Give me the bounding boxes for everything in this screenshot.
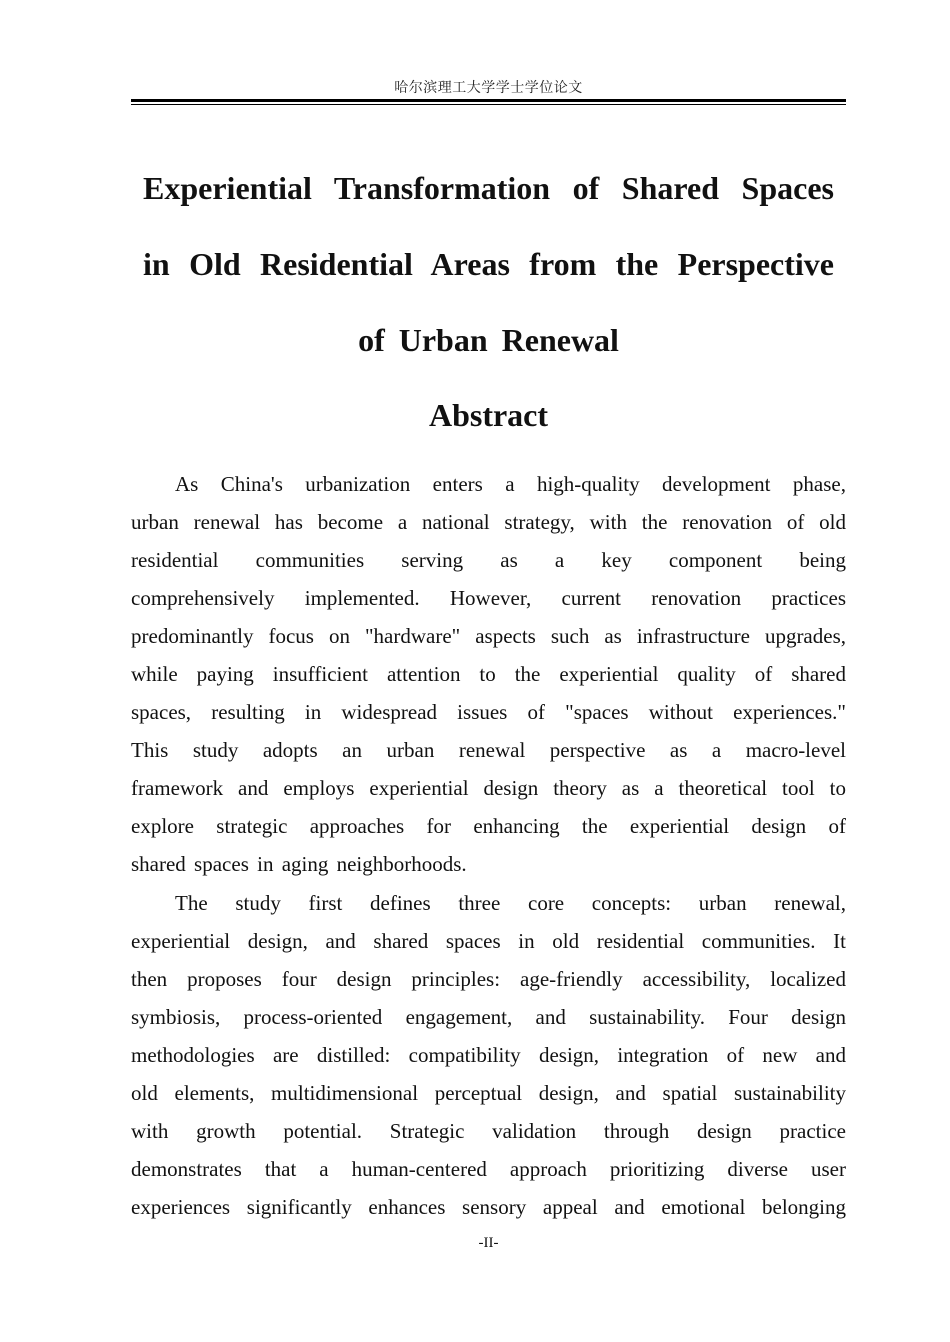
abstract-line: spaces, resulting in widespread issues of "spaces without experiences." bbox=[131, 700, 846, 725]
abstract-line: shared spaces in aging neighborhoods. bbox=[131, 852, 467, 877]
title-line: of Urban Renewal bbox=[358, 322, 619, 358]
abstract-line: experiential design, and shared spaces in old residential communities. It bbox=[131, 928, 846, 953]
abstract-line: experiences significantly enhances sensory appeal and emotional belonging bbox=[131, 1194, 846, 1219]
abstract-line: with growth potential. Strategic validation through design practice bbox=[131, 1118, 846, 1143]
abstract-line: residential communities serving as a key component being bbox=[131, 548, 846, 573]
abstract-line: urban renewal has become a national strategy, with the renovation of old bbox=[131, 510, 846, 535]
title-line: Experiential Transformation of Shared Spaces bbox=[143, 170, 834, 206]
abstract-body bbox=[131, 465, 846, 1226]
abstract-line: explore strategic approaches for enhancing the experiential design of bbox=[131, 814, 846, 839]
abstract-line: symbiosis, process-oriented engagement, and sustainability. Four design bbox=[131, 1004, 846, 1029]
abstract-line: predominantly focus on "hardware" aspects such as infrastructure upgrades, bbox=[131, 624, 846, 649]
abstract-line: methodologies are distilled: compatibility design, integration of new and bbox=[131, 1042, 846, 1067]
page-number: -II- bbox=[478, 1235, 499, 1251]
abstract-line: then proposes four design principles: age-friendly accessibility, localized bbox=[131, 966, 846, 991]
abstract-heading: Abstract bbox=[428, 397, 549, 433]
abstract-line: framework and employs experiential design theory as a theoretical tool to bbox=[131, 776, 846, 801]
abstract-line: old elements, multidimensional perceptual design, and spatial sustainability bbox=[131, 1080, 846, 1105]
abstract-line: demonstrates that a human-centered approach prioritizing diverse user bbox=[131, 1156, 846, 1181]
abstract-line: The study first defines three core concepts: urban renewal, bbox=[175, 890, 846, 915]
thesis-title bbox=[131, 150, 846, 378]
header-double-rule bbox=[131, 99, 846, 105]
abstract-line: while paying insufficient attention to the experiential quality of shared bbox=[131, 662, 846, 687]
title-line: in Old Residential Areas from the Perspective bbox=[143, 246, 834, 282]
abstract-line: This study adopts an urban renewal perspective as a macro-level bbox=[131, 738, 846, 763]
running-header: 哈尔滨理工大学学士学位论文 bbox=[394, 80, 583, 96]
abstract-line: As China's urbanization enters a high-quality development phase, bbox=[175, 472, 846, 496]
abstract-line: comprehensively implemented. However, current renovation practices bbox=[131, 586, 846, 611]
